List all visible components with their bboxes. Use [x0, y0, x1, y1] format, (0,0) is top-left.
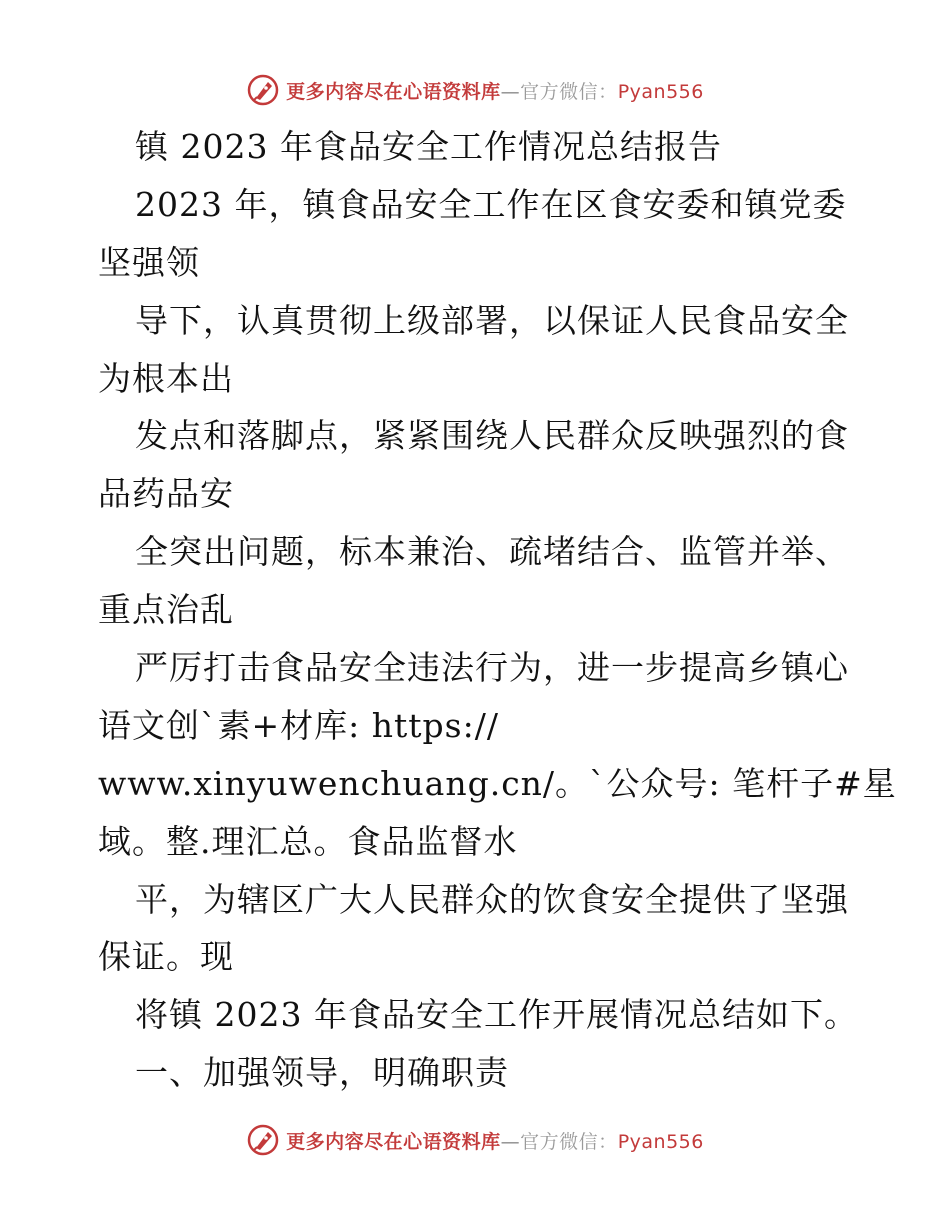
paragraph-line: 2023 年，镇食品安全工作在区食安委和镇党委: [135, 184, 847, 224]
section-heading: 一、加强领导，明确职责: [135, 1053, 509, 1093]
footer-watermark-banner: [0, 1120, 950, 1160]
paragraph-line: 严厉打击食品安全违法行为，进一步提高乡镇心: [135, 648, 849, 688]
pen-nib-logo-icon: [246, 73, 280, 107]
banner-brand-text: 更多内容尽在心语资料库: [286, 80, 501, 103]
paragraph-line: 保证。现: [98, 937, 234, 977]
document-title: 镇 2023 年食品安全工作情况总结报告: [135, 127, 722, 166]
banner-text: [286, 77, 704, 104]
banner-separator: —: [500, 1130, 521, 1153]
paragraph-line: 平，为辖区广大人民群众的饮食安全提供了坚强: [135, 879, 849, 919]
paragraph-line: 将镇 2023 年食品安全工作开展情况总结如下。: [135, 995, 858, 1035]
paragraph-line: 品药品安: [98, 474, 234, 514]
paragraph-line: 域。整.理汇总。食品监督水: [98, 821, 518, 861]
banner-wechat-id: Pyan556: [617, 1130, 704, 1153]
banner-separator: —: [500, 80, 521, 103]
paragraph-line: 为根本出: [98, 358, 234, 398]
banner-wechat-label: 官方微信：: [520, 80, 618, 103]
document-body: [98, 118, 897, 1102]
paragraph-line: 重点治乱: [98, 590, 234, 630]
banner-wechat-label: 官方微信：: [520, 1130, 618, 1153]
header-watermark-banner: [0, 70, 950, 110]
pen-nib-logo-icon: [246, 1123, 280, 1157]
banner-brand-text: 更多内容尽在心语资料库: [286, 1130, 501, 1153]
paragraph-line: 全突出问题，标本兼治、疏堵结合、监管并举、: [135, 532, 849, 572]
paragraph-line: 发点和落脚点，紧紧围绕人民群众反映强烈的食: [135, 416, 849, 456]
paragraph-line: 导下，认真贯彻上级部署，以保证人民食品安全: [135, 300, 849, 340]
paragraph-line: 语文创`素+材库: https://: [98, 705, 499, 745]
paragraph-line: www.xinyuwenchuang.cn/。`公众号: 笔杆子#星: [98, 763, 897, 803]
paragraph-line: 坚强领: [98, 242, 200, 282]
banner-wechat-id: Pyan556: [617, 80, 704, 103]
banner-text: [286, 1127, 704, 1154]
